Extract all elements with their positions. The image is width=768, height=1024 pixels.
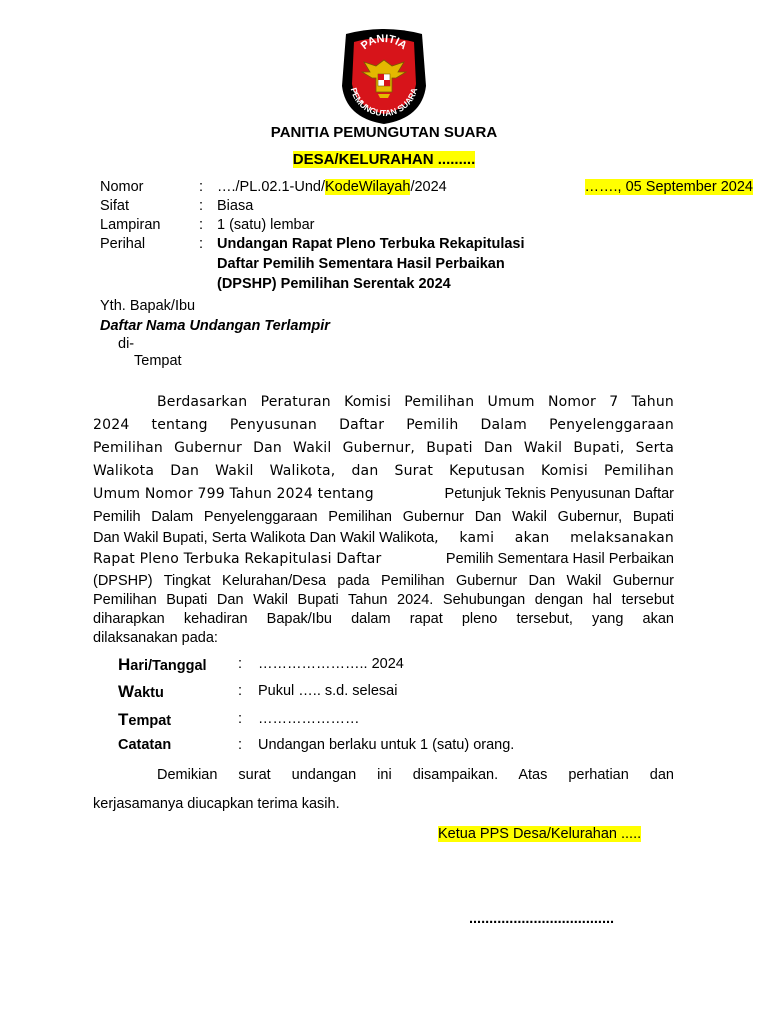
meta-label-nomor: Nomor	[100, 179, 144, 195]
logo-bottom-text: PEMUNGUTAN SUARA	[348, 86, 420, 119]
closing-line-1: Demikian surat undangan ini disampaikan. Atas perhatian dan	[157, 767, 674, 783]
logo-top-text: PANITIA	[358, 32, 410, 53]
header-subtitle-wrap	[0, 151, 768, 168]
meta-value-lampiran: 1 (satu) lembar	[217, 217, 315, 233]
meta-value-nomor	[217, 179, 447, 195]
recipient-place: Tempat	[134, 353, 182, 369]
pps-logo-svg	[336, 26, 432, 126]
signature-title-wrap	[438, 826, 641, 842]
schedule-colon: :	[238, 737, 243, 753]
letter-date-wrap	[585, 179, 753, 195]
schedule-label-tempat: Tempat	[118, 710, 172, 729]
body-line-6: Pemilih Dalam Penyelenggaraan Pemilihan Gubernur Dan Wakil Gubernur, Bupati	[93, 509, 674, 525]
body-line-7b: , kami akan melaksanakan	[434, 530, 674, 546]
body-line-4: Walikota Dan Wakil Walikota, dan Surat Keputusan Komisi Pemilihan	[93, 463, 674, 479]
schedule-label-waktu: Waktu	[118, 682, 164, 701]
schedule-value-hari: ………………….. 2024	[258, 656, 404, 672]
meta-colon: :	[199, 179, 204, 195]
schedule-colon: :	[238, 711, 243, 727]
pps-logo	[336, 26, 432, 126]
body-line-3: Pemilihan Gubernur Dan Wakil Gubernur, Bupati Dan Wakil Bupati, Serta	[93, 440, 674, 456]
recipient-di: di-	[118, 336, 135, 352]
body-line-5	[93, 486, 674, 502]
body-line-8b: Pemilih Sementara Hasil Perbaikan	[445, 551, 674, 567]
perihal-line-1: Undangan Rapat Pleno Terbuka Rekapitulasi	[217, 236, 525, 252]
meta-colon: :	[199, 236, 204, 252]
meta-label-lampiran: Lampiran	[100, 217, 161, 233]
body-line-11: diharapkan kehadiran Bapak/Ibu dalam rapat pleno tersebut, yang akan	[93, 611, 674, 627]
body-line-2: 2024 tentang Penyusunan Daftar Pemilih Dalam Penyelenggaraan	[93, 417, 674, 433]
body-line-8	[93, 551, 674, 567]
body-line-8a: Rapat Pleno Terbuka Rekapitulasi Daftar	[93, 551, 382, 567]
closing-line-2: kerjasamanya diucapkan terima kasih.	[93, 796, 340, 812]
recipient-name: Daftar Nama Undangan Terlampir	[100, 318, 330, 334]
schedule-colon: :	[238, 683, 243, 699]
meta-label-perihal: Perihal	[100, 236, 146, 252]
schedule-value-waktu: Pukul ….. s.d. selesai	[258, 683, 398, 699]
perihal-line-3: (DPSHP) Pemilihan Serentak 2024	[217, 276, 451, 292]
nomor-kode-wilayah: KodeWilayah	[325, 179, 411, 195]
schedule-colon: :	[238, 656, 243, 672]
letter-date: ……., 05 September 2024	[584, 179, 753, 195]
body-line-12: dilaksanakan pada:	[93, 630, 218, 646]
schedule-value-catatan: Undangan berlaku untuk 1 (satu) orang.	[258, 737, 515, 753]
body-line-5a: Umum Nomor 799 Tahun 2024 tentang	[93, 486, 374, 502]
nomor-prefix: …./PL.02.1-Und/	[217, 179, 325, 195]
meta-label-sifat: Sifat	[100, 198, 130, 214]
schedule-label-catatan: Catatan	[118, 737, 172, 753]
body-line-5b: Petunjuk Teknis Penyusunan Daftar	[444, 486, 674, 502]
body-line-1: Berdasarkan Peraturan Komisi Pemilihan Umum Nomor 7 Tahun	[157, 394, 674, 410]
body-line-7	[93, 530, 674, 546]
header-subtitle: DESA/KELURAHAN .........	[292, 151, 476, 168]
meta-colon: :	[199, 217, 204, 233]
signature-name: ....................................	[469, 911, 615, 927]
schedule-value-tempat: …………………	[258, 711, 360, 727]
body-line-10: Pemilihan Bupati Dan Wakil Bupati Tahun 2024. Sehubungan dengan hal tersebut	[93, 592, 674, 608]
meta-value-sifat: Biasa	[217, 198, 254, 214]
body-line-9: (DPSHP) Tingkat Kelurahan/Desa pada Pemilihan Gubernur Dan Wakil Gubernur	[93, 573, 674, 589]
header-title: PANITIA PEMUNGUTAN SUARA	[270, 124, 498, 141]
signature-title: Ketua PPS Desa/Kelurahan .....	[438, 826, 642, 842]
nomor-suffix: /2024	[410, 179, 447, 195]
body-line-7a: Dan Wakil Bupati, Serta Walikota Dan Wakil Walikota	[93, 530, 435, 546]
meta-colon: :	[199, 198, 204, 214]
schedule-label-hari: Hari/Tanggal	[118, 655, 207, 674]
perihal-line-2: Daftar Pemilih Sementara Hasil Perbaikan	[217, 256, 505, 272]
recipient-greeting: Yth. Bapak/Ibu	[100, 298, 196, 314]
